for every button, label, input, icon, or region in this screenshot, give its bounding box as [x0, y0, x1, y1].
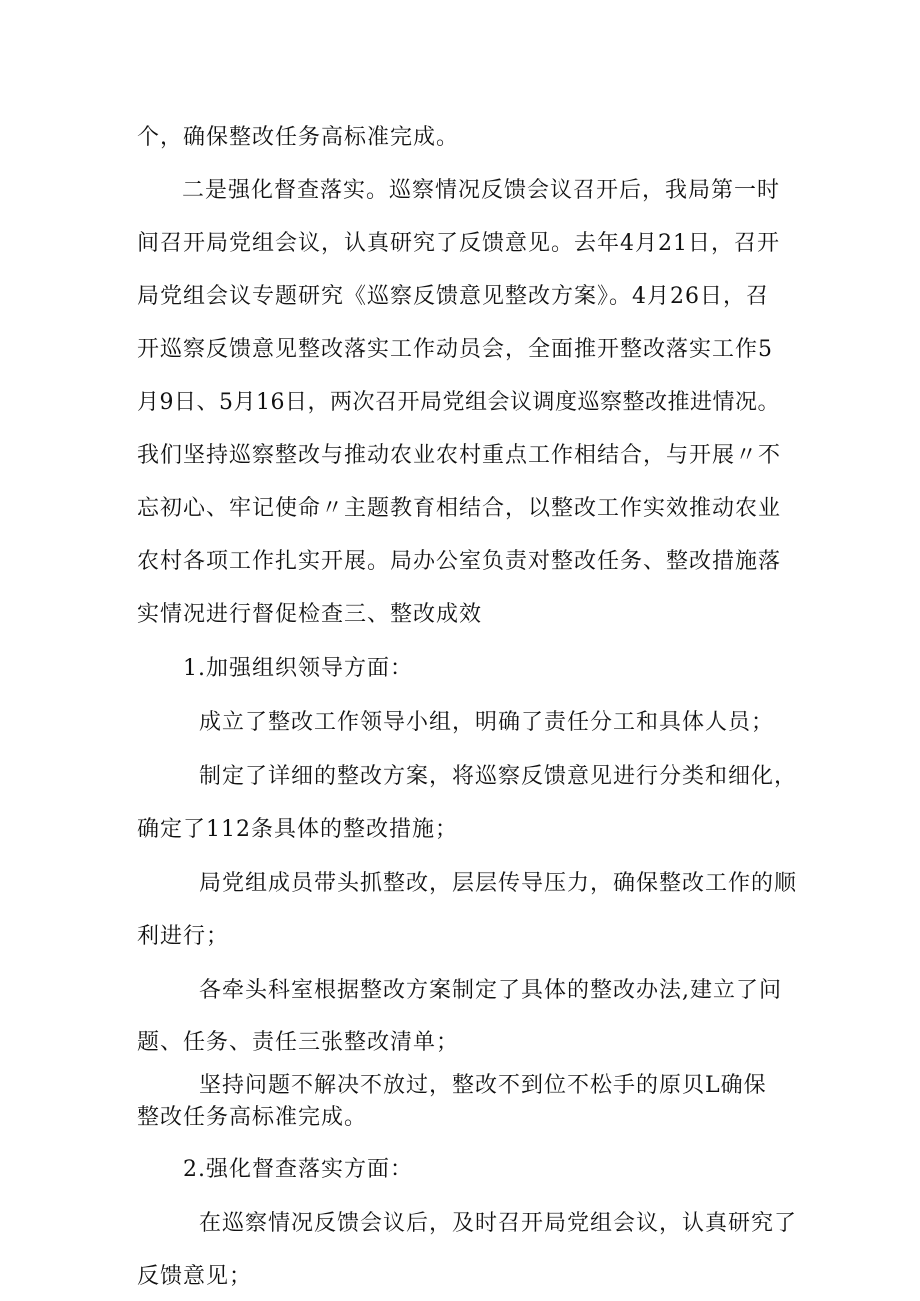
paragraph-line-8: 忘初心、牢记使命〃主题教育相结合，以整改工作实效推动农业	[137, 496, 782, 521]
paragraph-line-7: 我们坚持巡察整改与推动农业农村重点工作相结合，与开展〃不	[137, 443, 782, 468]
list-line-4: 局党组成员带头抓整改，层层传导压力，确保整改工作的顺	[199, 871, 798, 896]
paragraph-line-1: 个，确保整改任务高标准完成。	[137, 125, 460, 150]
section-heading-1: 1.加强组织领导方面：	[183, 656, 413, 681]
list-line-10: 在巡察情况反馈会议后，及时召开局党组会议，认真研究了	[199, 1211, 798, 1236]
list-line-11: 反馈意见；	[137, 1264, 253, 1289]
list-line-2: 制定了详细的整改方案，将巡察反馈意见进行分类和细化，	[199, 764, 798, 789]
paragraph-line-4: 局党组会议专题研究《巡察反馈意见整改方案》。4月26日，召	[137, 284, 769, 309]
paragraph-line-9: 农村各项工作扎实开展。局办公室负责对整改任务、整改措施落	[137, 549, 782, 574]
paragraph-line-6: 月9日、5月16日，两次召开局党组会议调度巡察整改推进情况。	[137, 390, 780, 415]
list-line-1: 成立了整改工作领导小组，明确了责任分工和具体人员；	[199, 710, 775, 735]
list-line-9: 整改任务高标准完成。	[137, 1105, 368, 1130]
list-line-8: 坚持问题不解决不放过，整改不到位不松手的原贝L确保	[199, 1073, 767, 1098]
paragraph-line-3: 间召开局党组会议，认真研究了反馈意见。去年4月21日，召开	[137, 231, 780, 256]
section-heading-2: 2.强化督查落实方面：	[183, 1157, 413, 1182]
list-line-7: 题、任务、责任三张整改清单；	[137, 1030, 460, 1055]
list-line-6: 各牵头科室根据整改方案制定了具体的整改办法,建立了问	[199, 978, 782, 1003]
list-line-5: 利进行；	[137, 924, 230, 949]
list-line-3: 确定了112条具体的整改措施；	[137, 817, 458, 842]
paragraph-line-5: 开巡察反馈意见整改落实工作动员会，全面推开整改落实工作5	[137, 337, 773, 362]
paragraph-line-2: 二是强化督查落实。巡察情况反馈会议召开后，我局第一时	[182, 178, 781, 203]
paragraph-line-10: 实情况进行督促检查三、整改成效	[137, 602, 483, 627]
